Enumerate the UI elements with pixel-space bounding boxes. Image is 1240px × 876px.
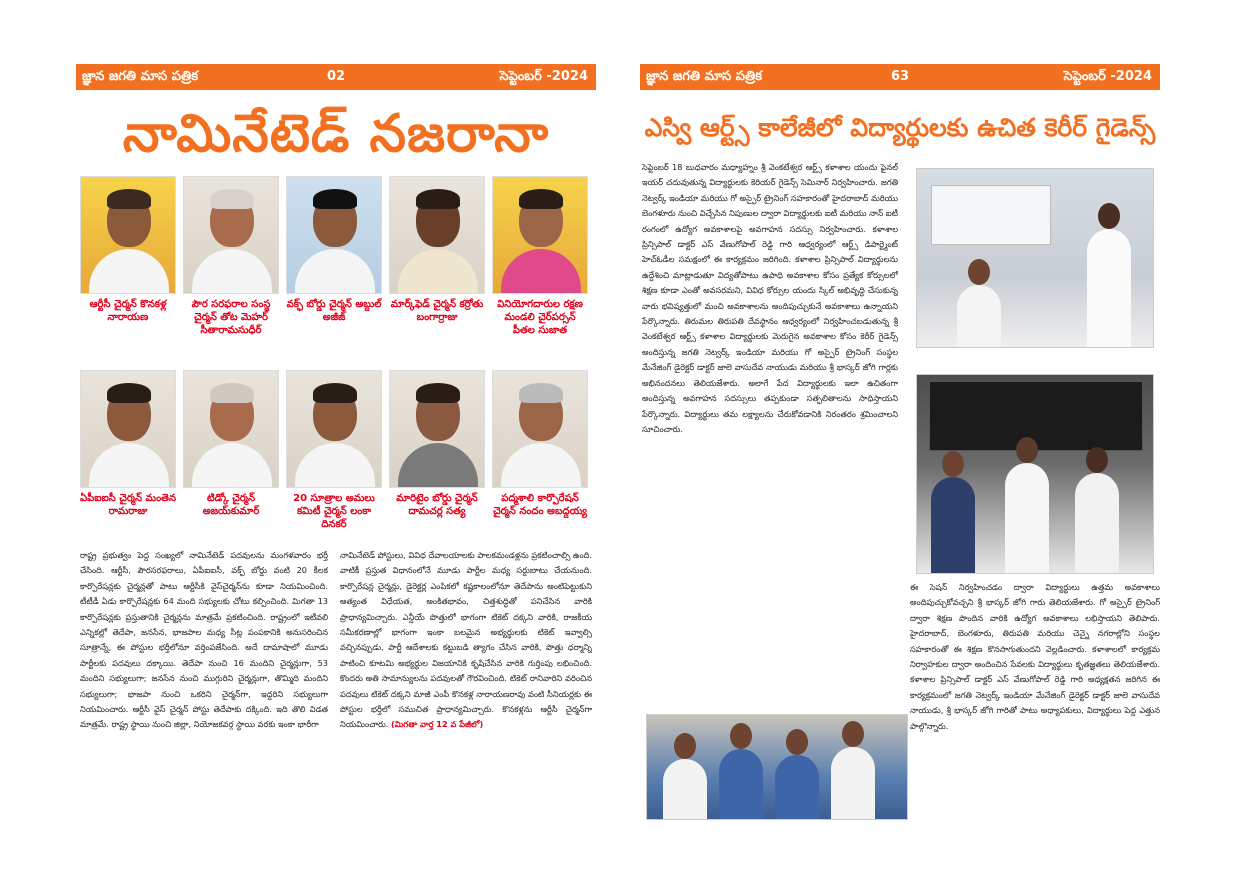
portrait-caption: 20 సూత్రాల అమలు కమిటీ చైర్మన్ లంకా దినకర్	[293, 493, 375, 530]
portrait-photo	[492, 370, 588, 488]
portrait-card	[286, 176, 382, 350]
article-column-2: ఈ సెషన్ నిర్వహించడం ద్వారా విద్యార్థులు ఉత్తమ అవకాశాలు అందిపుచ్చుకోవచ్చని శ్రీ భాస్కర్ జోగి గారు తెలియజేశారు. గో అస్పైర్ ట్రైనింగ్ ద్వారా శిక్షణ పొందిన వారికి ఉద్యోగ అవకాశాలు లభిస్తాయని తెలిపారు. హైదరాబాద్, బెంగళూరు, తిరుపతి మరియు చెన్నై నగరాల్లోని సంస్థల సహకారంతో ఈ శిక్షణ కొనసాగుతుందని వెల్లడించారు. కళాశాలలో కార్యక్రమ నిర్వాహకుల ద్వారా అందించిన సేవలకు విద్యార్థులు కృతజ్ఞతలు తెలియజేశారు. కళాశాల ప్రిన్సిపాల్ డాక్టర్ ఎస్ వేణుగోపాల్ రెడ్డి గారి అధ్యక్షతన జరిగిన ఈ కార్యక్రమంలో జగతి నెట్వర్క్ ఇండియా మేనేజింగ్ డైరెక్టర్ డాక్టర్ జాలె వాసుదేవ నాయుడు, శ్రీ భాస్కర్ జోగి గారితో పాటు అధ్యాపకులు, విద్యార్థులు పెద్ద ఎత్తున పాల్గొన్నారు.	[910, 582, 1160, 731]
portrait-caption: ఏపీఐఐసీ చైర్మన్ మంతెన రామరాజు	[80, 493, 176, 517]
article-column-2	[340, 548, 592, 820]
continued-note: (మిగతా వార్త 12 వ పేజీలో)	[391, 719, 484, 730]
right-page	[640, 60, 1160, 820]
page-number: 02	[326, 69, 346, 84]
left-page	[76, 60, 596, 820]
portrait-card	[389, 370, 485, 544]
portrait-caption: వినియోగదారుల రక్షణ మండలి చైర్‌పర్సన్ పీతల సుజాత	[497, 299, 583, 336]
portrait-caption: వక్ఫ్ బోర్డు చైర్మన్ అబ్దుల్ అజీజ్	[286, 299, 382, 323]
seminar-photo-audience	[646, 714, 908, 820]
portrait-caption: మారిటైం బోర్డు చైర్మన్ దామచర్ల సత్య	[396, 493, 478, 517]
portrait-card	[389, 176, 485, 350]
page-number: 63	[890, 69, 910, 84]
issue-date: సెప్టెంబర్ -2024	[1063, 69, 1152, 84]
left-headline: నామినేటెడ్ నజరానా	[122, 104, 550, 164]
portrait-card	[80, 370, 176, 544]
magazine-title: జ్ఞాన జగతి మాస పత్రిక	[646, 69, 762, 84]
seminar-photo-guests	[916, 374, 1154, 574]
portrait-card	[492, 176, 588, 350]
portrait-caption: ఆర్టీసీ చైర్మన్ కొనకళ్ల నారాయణ	[89, 299, 167, 323]
portrait-card	[183, 176, 279, 350]
portrait-photo	[389, 370, 485, 488]
portrait-photo	[183, 370, 279, 488]
portrait-photo	[80, 370, 176, 488]
magazine-title: జ్ఞాన జగతి మాస పత్రిక	[82, 69, 198, 84]
article-column-2-text: నామినేటెడ్ పోస్టులు, వివిధ దేవాలయాలకు పాలకమండళ్లను ప్రకటించాల్సి ఉంది. వాటికీ ప్రస్తుత విధానంలోనే మూడు పార్టీల మధ్య సర్దుబాటు చేయనుంది. కార్పొరేషన్ల చైర్మన్లు, డైరెక్టర్ల ఎంపికలో కష్టకాలంలోనూ తెదేపాను అంటిపెట్టుకుని అత్యంత విధేయత, అంకితభావం, చిత్తశుద్ధితో పనిచేసిన వారికి ప్రాధాన్యమిచ్చారు. ఎన్డీయే పొత్తులో భాగంగా టికెట్ దక్కని వారికి, రాజకీయ సమీకరణాల్లో భాగంగా ఇంకా బలమైన అభ్యర్థులకు టికెట్ ఇవ్వాల్సి వచ్చినప్పుడు, పార్టీ ఆదేశాలకు కట్టుబడి త్యాగం చేసిన వారికి, పొత్తు ధర్మాన్ని పాటించి కూటమి అభ్యర్థుల విజయానికి కృషిచేసిన వారికి గుర్తింపు లభించింది. కొందరు అతి సామాన్యులను పదవులతో గౌరవించింది. టికెట్ రానివారిని వరించిన పదవులు టికెట్ దక్కని మాజీ ఎంపీ కొనకళ్ల నారాయణరావు వంటి సీనియర్లకు ఈ పోస్టుల భర్తీలో సముచిత ప్రాధాన్యమిచ్చారు. కొనకళ్లను ఆర్టీసీ చైర్మన్‌గా నియమించారు.	[340, 550, 592, 730]
portrait-photo	[286, 176, 382, 294]
portrait-card	[286, 370, 382, 544]
portrait-photo	[389, 176, 485, 294]
portrait-card	[183, 370, 279, 544]
right-masthead	[640, 64, 1160, 90]
portrait-caption: మార్క్‌ఫెడ్ చైర్మన్ కర్రోతు బంగార్రాజు	[390, 299, 484, 323]
portrait-caption: టిడ్కో చైర్మన్ అజయ్‌కుమార్	[202, 493, 260, 517]
portrait-caption: పౌర సరఫరాల సంస్థ చైర్మన్ తోట మెహర్ సీతారామసుధీర్	[191, 299, 271, 336]
seminar-photo-speaker	[916, 168, 1154, 348]
portrait-caption: పద్మశాలి కార్పొరేషన్ చైర్మన్ నందం అబద్దయ్య	[493, 493, 587, 517]
article-column-1: రాష్ట్ర ప్రభుత్వం పెద్ద సంఖ్యలో నామినేటెడ్ పదవులను మంగళవారం భర్తీ చేసింది. ఆర్టీసీ, పౌరసరఫరాలు, ఏపీఐఐసీ, వక్ఫ్ బోర్డు వంటి 20 కీలక కార్పొరేషన్లకు చైర్మన్లతో పాటు ఆర్టీసీకి వైస్‌చైర్మన్‌ను కూడా నియమించింది. టీటీడీ ఏడు కార్పొరేషన్లకు 64 మంది సభ్యులకు చోటు కల్పించింది. మిగతా 13 కార్పొరేషన్లకు ప్రస్తుతానికి చైర్మన్లను మాత్రమే ప్రకటించింది. రాష్ట్రంలో ఇటీవలి ఎన్నికల్లో తెదేపా, జనసేన, భాజపాల మధ్య సీట్ల పంపకానికి అనుసరించిన సూత్రాన్నే, ఈ పోస్టుల భర్తీలోనూ వర్తింపజేసింది. అదే దామాషాలో మూడు పార్టీలకు పదవులు దక్కాయి. తెదేపా నుంచి 16 మందిని చైర్మన్లుగా, 53 మందిని సభ్యులుగా; జనసేన నుంచి ముగ్గురిని చైర్మన్లుగా, తొమ్మిది మందిని సభ్యులుగా; భాజపా నుంచి ఒకరిని చైర్మన్‌గా, ఇద్దరిని సభ్యులుగా నియమించారు. ఆర్టీసీ వైస్ చైర్మన్ పోస్టు తెదేపాకు దక్కింది. ఇది తొలి విడత మాత్రమే. రాష్ట్ర స్థాయి నుంచి జిల్లా, నియోజకవర్గ స్థాయి వరకు ఇంకా భారీగా	[80, 550, 328, 730]
issue-date: సెప్టెంబర్ -2024	[499, 69, 588, 84]
portrait-photo	[286, 370, 382, 488]
portrait-photo	[492, 176, 588, 294]
left-masthead	[76, 64, 596, 90]
portrait-photo	[183, 176, 279, 294]
right-headline: ఎస్వి ఆర్ట్స్ కాలేజీలో విద్యార్థులకు ఉచిత కెరీర్ గైడెన్స్	[644, 113, 1156, 142]
portrait-card	[492, 370, 588, 544]
article-column-1: సెప్టెంబర్ 18 బుధవారం మధ్యాహ్నం శ్రీ వెంకటేశ్వర ఆర్ట్స్ కళాశాల యందు ఫైనల్ ఇయర్ చదువుతున్న విద్యార్థులకు కెరియర్ గైడెన్స్ సెమినార్ నిర్వహించారు. జగతి నెట్వర్క్ ఇండియా మరియు గో అస్పైర్ ట్రైనింగ్ సహకారంతో హైదరాబాద్ మరియు బెంగళూరు నుంచి విచ్చేసిన నిపుణుల ద్వారా విద్యార్థులకు ఐటీ మరియు నాన్ ఐటీ రంగంలో ఉద్యోగ అవకాశాలపై అవగాహన సదస్సు నిర్వహించారు. కళాశాల ప్రిన్సిపాల్ డాక్టర్ ఎస్ వేణుగోపాల్ రెడ్డి గారి ఆధ్వర్యంలో ఆర్ట్స్ డిపార్ట్మెంట్ హెచ్ఓడీల సమక్షంలో ఈ కార్యక్రమం జరిగింది. కళాశాల ప్రిన్సిపాల్ విద్యార్థులను ఉద్దేశించి మాట్లాడుతూ విద్యతోపాటు ఉపాధి అవకాశాల కోసం ప్రత్యేక కోర్సులలో శిక్షణ కూడా ఎంతో అవసరమని, వివిధ కోర్సుల యందు స్కిల్ అభివృద్ధి చేసుకున్న వారు భవిష్యత్తులో మంచి అవకాశాలను అందిపుచ్చుకునే అవకాశాలు ఉన్నాయని పేర్కొన్నారు. తిరుమల తిరుపతి దేవస్థానం ఆధ్వర్యంలో నిర్వహించబడుతున్న శ్రీ వెంకటేశ్వర ఆర్ట్స్ కళాశాల విద్యార్థులకు మెరుగైన అవకాశాల కోసం కెరీర్ గైడెన్స్ అందిస్తున్న జగతి నెట్వర్క్ ఇండియా మరియు గో అస్పైర్ ట్రైనింగ్ సంస్థల మేనేజింగ్ డైరెక్టర్ డాక్టర్ జాలె వాసుదేవ నాయుడు మరియు శ్రీ భాస్కర్ జోగి గార్లకు అభినందనలు తెలియజేశారు. అలాగే పేద విద్యార్థులకు ఇలా ఉచితంగా అందిస్తున్న అవగాహన సదస్సులు తప్పకుండా సత్ఫలితాలను సాధిస్తాయని పేర్కొన్నారు. విద్యార్థులు తమ లక్ష్యాలను చేరుకోవడానికి నిరంతరం శ్రమించాలని సూచించారు.	[642, 162, 898, 434]
portrait-photo	[80, 176, 176, 294]
portrait-card	[80, 176, 176, 350]
